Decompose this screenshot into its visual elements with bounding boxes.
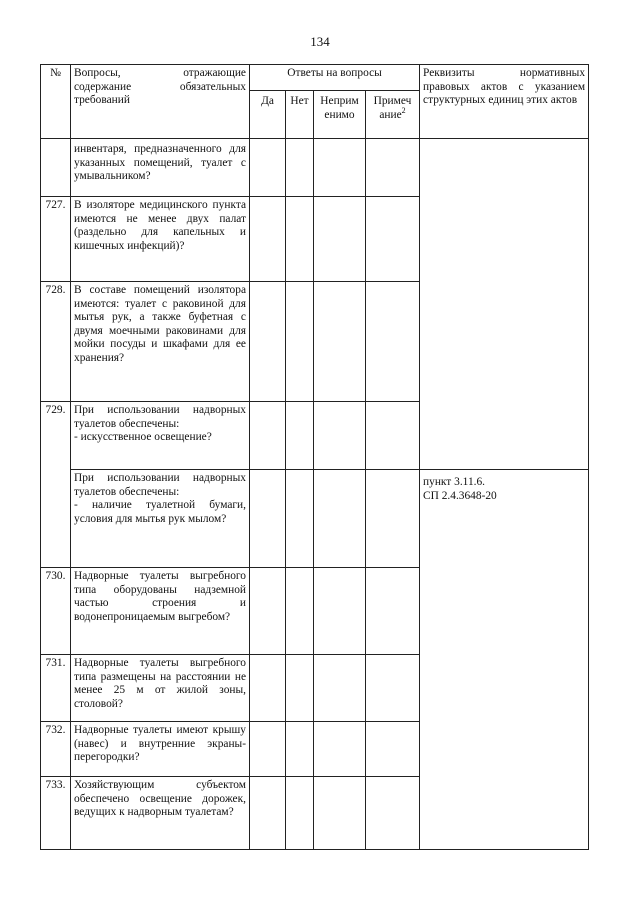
header-answers: Ответы на вопросы	[250, 65, 420, 91]
header-num: №	[41, 65, 71, 139]
header-yes: Да	[250, 91, 286, 139]
row-num	[41, 139, 71, 197]
row-question: При использовании надворных туалетов обеспечены: - искусственное освещение?	[71, 402, 250, 470]
row-question: Надворные туалеты имеют крышу (навес) и внутренние экраны-перегородки?	[71, 722, 250, 777]
row-num: 727.	[41, 197, 71, 282]
table-row	[41, 470, 589, 568]
row-num: 729.	[41, 402, 71, 568]
row-num: 728.	[41, 282, 71, 402]
row-question: Хозяйствующим субъектом обеспечено освещение дорожек, ведущих к надворным туалетам?	[71, 777, 250, 850]
row-num: 733.	[41, 777, 71, 850]
header-reference: Реквизиты нормативных правовых актов с указанием структурных единиц этих актов	[420, 65, 589, 139]
checklist-table	[40, 64, 589, 850]
header-not-applicable: Неприм енимо	[314, 91, 366, 139]
header-question: Вопросы, отражающие содержание обязательных требований	[71, 65, 250, 139]
reference-cell-empty	[420, 139, 589, 470]
row-question: При использовании надворных туалетов обеспечены: - наличие туалетной бумаги, условия для мытья рук мылом?	[71, 470, 250, 568]
row-num: 731.	[41, 655, 71, 722]
row-question: В составе помещений изолятора имеются: туалет с раковиной для мытья рук, а также буфетная с двумя моечными раковинами для мойки посуды и шкафами для ее хранения?	[71, 282, 250, 402]
header-note: Примеч ание$^2$	[366, 91, 420, 139]
row-num: 732.	[41, 722, 71, 777]
row-question: В изоляторе медицинского пункта имеются не менее двух палат (раздельно для капельных и кишечных инфекций)?	[71, 197, 250, 282]
reference-point: пункт 3.11.6.	[423, 476, 486, 488]
reference-document: СП 2.4.3648-20	[423, 489, 497, 502]
header-no: Нет	[286, 91, 314, 139]
row-question: Надворные туалеты выгребного типа размещены на расстоянии не менее 25 м от жилой зоны, столовой?	[71, 655, 250, 722]
row-question: инвентаря, предназначенного для указанных помещений, туалет с умывальником?	[71, 139, 250, 197]
reference-cell	[420, 470, 589, 850]
row-num: 730.	[41, 568, 71, 655]
page-number: 134	[310, 34, 330, 49]
row-question: Надворные туалеты выгребного типа оборудованы надземной частью строения и водонепроницаемым выгребом?	[71, 568, 250, 655]
table-row	[41, 139, 589, 197]
